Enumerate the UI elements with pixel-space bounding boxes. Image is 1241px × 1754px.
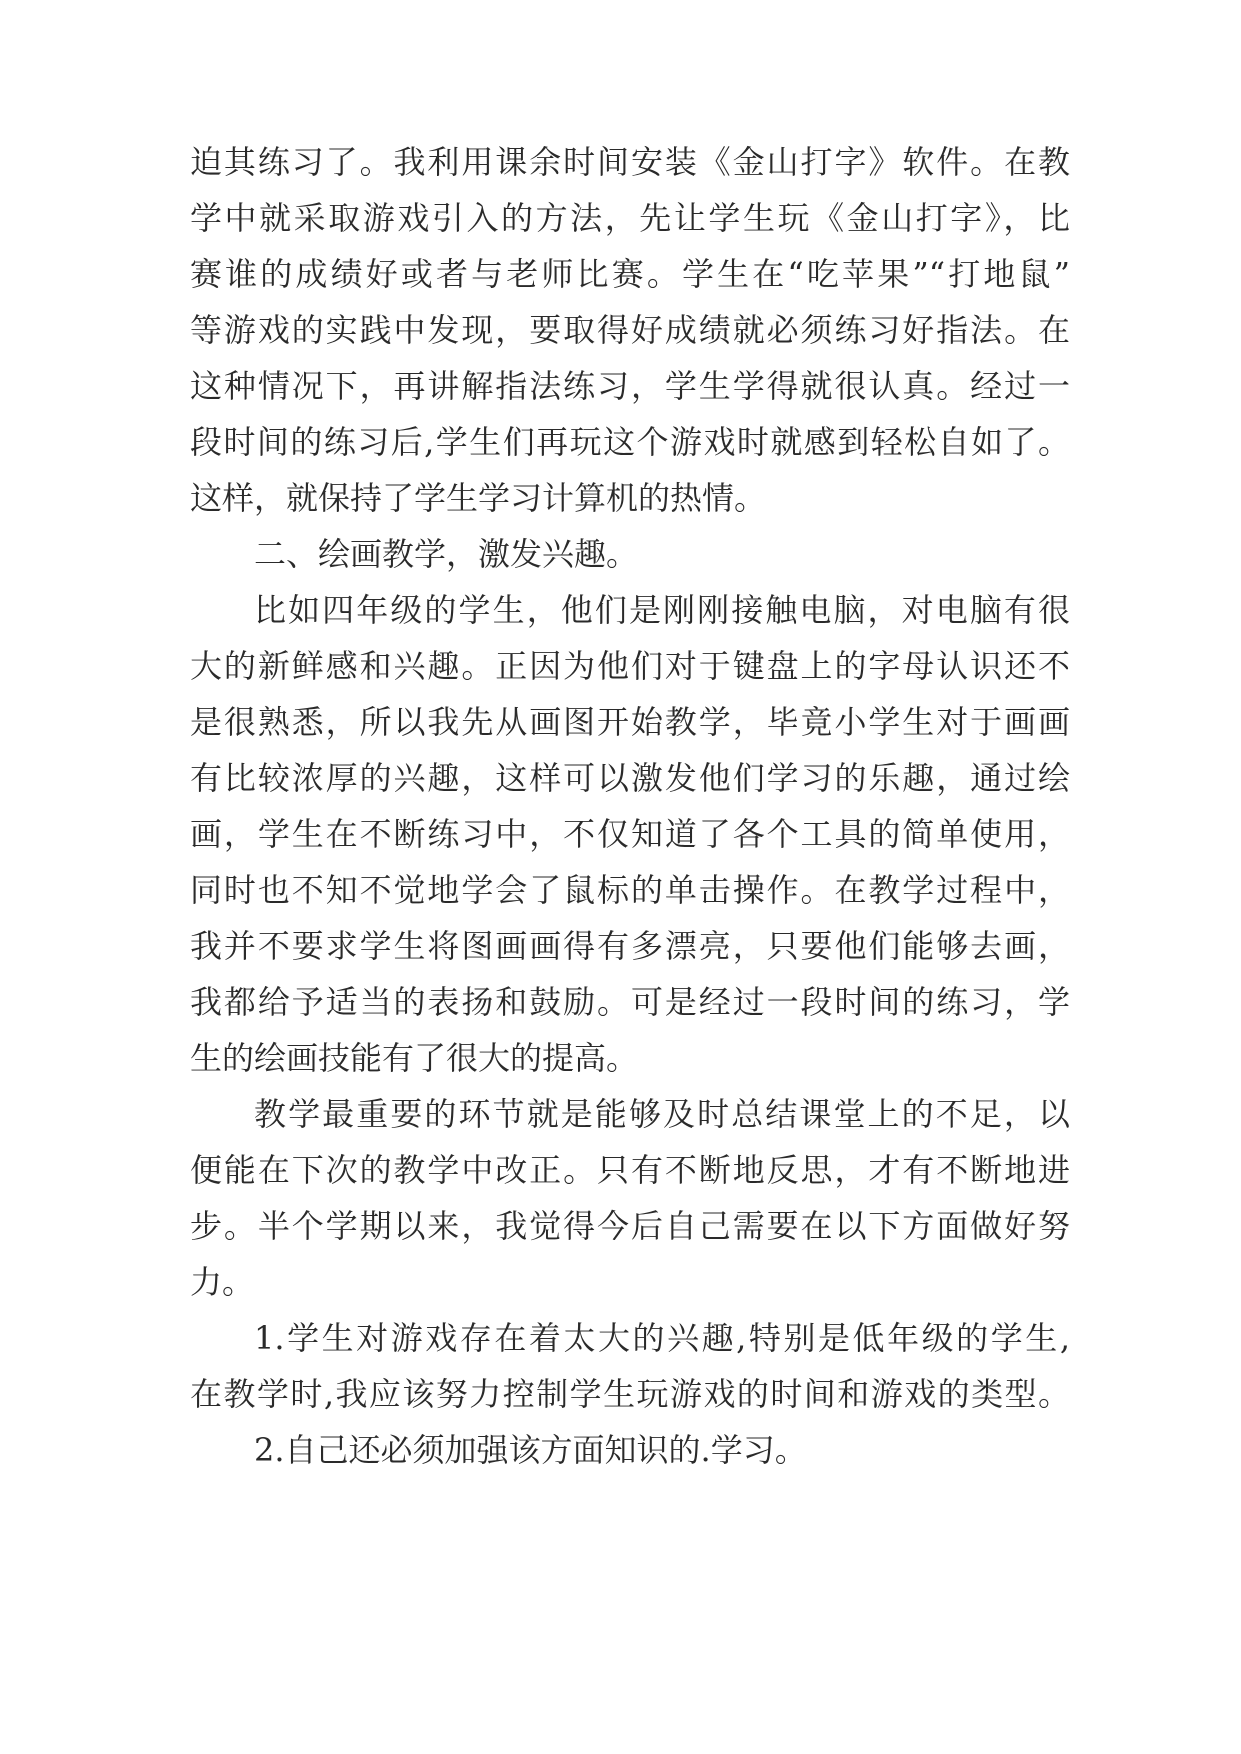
text-line: 赛谁的成绩好或者与老师比赛。学生在“吃苹果”“打地鼠” [190, 255, 1070, 293]
text-line: 这种情况下，再讲解指法练习，学生学得就很认真。经过一 [190, 367, 1070, 405]
text-line: 教学最重要的环节就是能够及时总结课堂上的不足，以 [254, 1095, 1070, 1133]
text-line: 生的绘画技能有了很大的提高。 [190, 1039, 639, 1077]
text-line: 在教学时,我应该努力控制学生玩游戏的时间和游戏的类型。 [190, 1375, 1070, 1413]
text-line: 力。 [190, 1263, 255, 1301]
text-line: 比如四年级的学生，他们是刚刚接触电脑，对电脑有很 [254, 591, 1070, 629]
text-line: 便能在下次的教学中改正。只有不断地反思，才有不断地进 [190, 1151, 1070, 1189]
list-item: 2.自己还必须加强该方面知识的.学习。 [254, 1431, 807, 1469]
text-line: 画，学生在不断练习中，不仅知道了各个工具的简单使用， [190, 815, 1070, 853]
text-line: 等游戏的实践中发现，要取得好成绩就必须练习好指法。在 [190, 311, 1070, 349]
text-line: 我并不要求学生将图画画得有多漂亮，只要他们能够去画， [190, 927, 1070, 965]
list-item: 1.学生对游戏存在着太大的兴趣,特别是低年级的学生, [254, 1319, 1070, 1357]
text-line: 是很熟悉，所以我先从画图开始教学，毕竟小学生对于画画 [190, 703, 1070, 741]
text-line: 学中就采取游戏引入的方法，先让学生玩《金山打字》，比 [190, 199, 1070, 237]
text-line: 这样，就保持了学生学习计算机的热情。 [190, 479, 767, 517]
text-line: 大的新鲜感和兴趣。正因为他们对于键盘上的字母认识还不 [190, 647, 1070, 685]
text-line: 有比较浓厚的兴趣，这样可以激发他们学习的乐趣，通过绘 [190, 759, 1070, 797]
text-line: 步。半个学期以来，我觉得今后自己需要在以下方面做好努 [190, 1207, 1070, 1245]
text-line: 同时也不知不觉地学会了鼠标的单击操作。在教学过程中， [190, 871, 1070, 909]
text-line: 迫其练习了。我利用课余时间安装《金山打字》软件。在教 [190, 143, 1070, 181]
section-heading: 二、绘画教学，激发兴趣。 [254, 535, 639, 573]
text-line: 我都给予适当的表扬和鼓励。可是经过一段时间的练习，学 [190, 983, 1070, 1021]
text-line: 段时间的练习后,学生们再玩这个游戏时就感到轻松自如了。 [190, 423, 1070, 461]
